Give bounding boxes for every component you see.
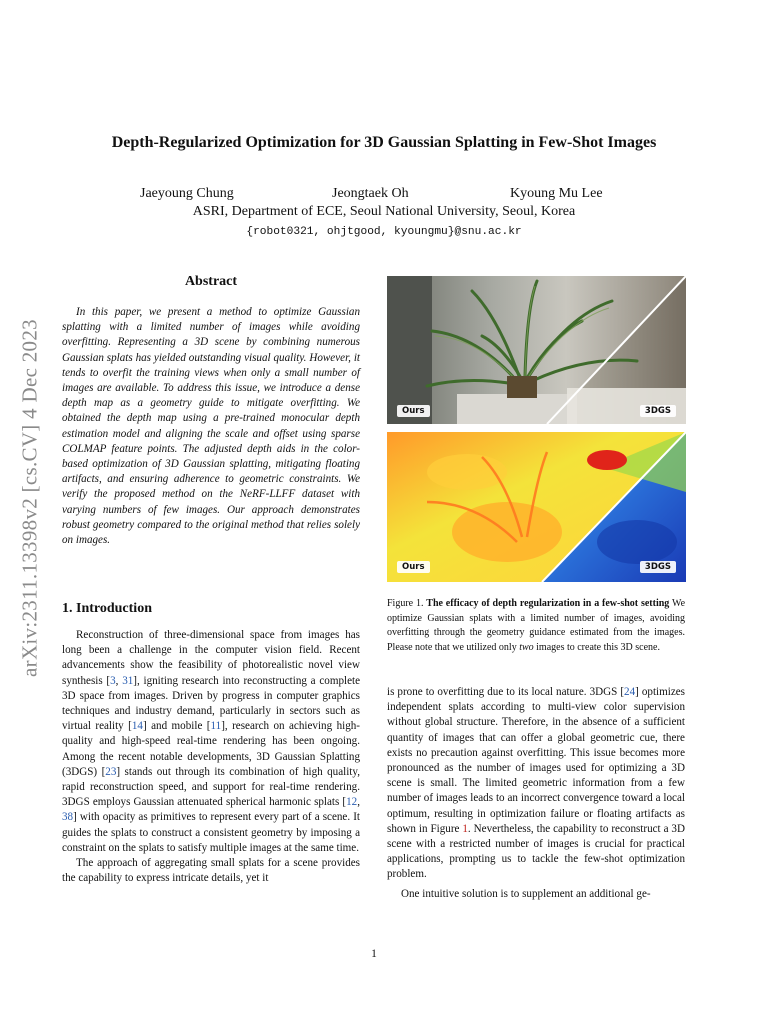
caption-prefix: Figure 1. (387, 598, 424, 609)
citation-link[interactable]: 23 (105, 765, 117, 778)
figure-label-ours: Ours (397, 405, 430, 417)
citation-link[interactable]: 31 (122, 674, 134, 687)
paragraph: One intuitive solution is to supplement an additional ge- (401, 887, 651, 900)
caption-italic: two (519, 641, 534, 653)
citation-link[interactable]: 11 (210, 720, 222, 733)
author-name: Kyoung Mu Lee (510, 186, 603, 201)
figure-label-3dgs: 3DGS (640, 405, 676, 417)
paragraph: Reconstruction of three-dimensional space from images has long been a challenge in the computer vision field. Recent advancements show the feasibility of photorealistic novel view synthesis [3, 31], igniting research into reconstructing a complete 3D space from images. Driven by progress in computer graphics techniques and industry demand, particularly in sectors such as virtual reality [14] and mobile [11], research on achieving high-quality and high-speed real-time rendering has been ongoing. Among the recent notable developments, 3D Gaussian Splatting (3DGS) [23] stands out through its combination of high quality, rapid reconstruction speed, and support for real-time rendering. 3DGS employs Gaussian attenuated spherical harmonic splats [12, 38] with opacity as primitives to represent every part of a scene. It guides the splats to construct a consistent geometry by imposing a constraint on the splats to satisfy multiple images at the same time. (62, 629, 361, 854)
caption-text: We optimize Gaussian splats with a limited number of images, avoiding overfitting through the geometry guidance estimated from the images. Please note that we utilized only (387, 598, 686, 653)
figure-label-3dgs: 3DGS (640, 561, 676, 573)
affiliation: ASRI, Department of ECE, Seoul National University, Seoul, Korea (192, 204, 576, 219)
section-heading: 1. Introduction (62, 601, 152, 616)
citation-link[interactable]: 38 (62, 811, 74, 824)
paragraph: is prone to overfitting due to its local nature. 3DGS [24] optimizes independent splats according to multi-view color supervision without global structure. Therefore, in the absence of a sufficient quantity of images that can offer a global geometric cue, there exists no precaution against overfitting. This issue becomes more pronounced as the number of images used for optimizing a 3D scene is small. The limited geometric information from a few number of images leads to an incorrect convergence toward a local optimum, resulting in optimization failure or floating artifacts as shown in Figure 1. Nevertheless, the capability to reconstruct a 3D scene with a restricted number of images is crucial for practical applications, prompting us to tackle the few-shot optimization problem. (387, 686, 686, 881)
figure-photo-render (387, 276, 686, 424)
arxiv-stamp (18, 278, 42, 718)
body-column-left (62, 628, 360, 886)
author-name: Jeongtaek Oh (332, 186, 409, 201)
figure-depth-map (387, 432, 686, 582)
body-column-right (387, 685, 685, 902)
abstract-heading: Abstract (184, 274, 238, 289)
figure-1 (387, 276, 686, 582)
citation-link[interactable]: 3 (110, 674, 116, 687)
caption-bold: The efficacy of depth regularization in a few-shot setting (426, 598, 670, 609)
paragraph: The approach of aggregating small splats for a scene provides the capability to express intricate details, yet it (62, 857, 360, 885)
figure-link[interactable]: 1 (462, 822, 468, 835)
author-emails: {robot0321, ohjtgood, kyoungmu}@snu.ac.kr (246, 226, 522, 238)
caption-text: images to create this 3D scene. (536, 641, 660, 653)
figure-label-ours: Ours (397, 561, 430, 573)
citation-link[interactable]: 14 (131, 720, 143, 733)
paper-title: Depth-Regularized Optimization for 3D Gaussian Splatting in Few-Shot Images (111, 134, 657, 151)
author-name: Jaeyoung Chung (140, 186, 234, 201)
citation-link[interactable]: 24 (624, 686, 636, 698)
arxiv-stamp-text: arXiv:2311.13398v2 [cs.CV] 4 Dec 2023 (17, 319, 42, 677)
abstract-text: In this paper, we present a method to optimize Gaussian splatting with a limited number of images while avoiding overfitting. Representing a 3D scene by combining numerous Gaussian splats has yielded outstanding visual quality. However, it tends to overfit the training views when only a small number of images are available. To address this issue, we introduce a dense depth map as a geometry guide to mitigate overfitting. We obtained the depth map using a pre-trained monocular depth estimation model and aligning the scale and offset using sparse COLMAP feature points. The adjusted depth aids in the color-based optimization of 3D Gaussian splatting, mitigating floating artifacts, and ensuring adherence to geometric constraints. We verify the proposed method on the NeRF-LLFF dataset with varying numbers of few images. Our approach demonstrates robust geometry compared to the original method that relies solely on images. (62, 306, 360, 547)
citation-link[interactable]: 12 (346, 796, 358, 809)
page-number: 1 (371, 948, 377, 960)
figure-caption (387, 597, 685, 655)
